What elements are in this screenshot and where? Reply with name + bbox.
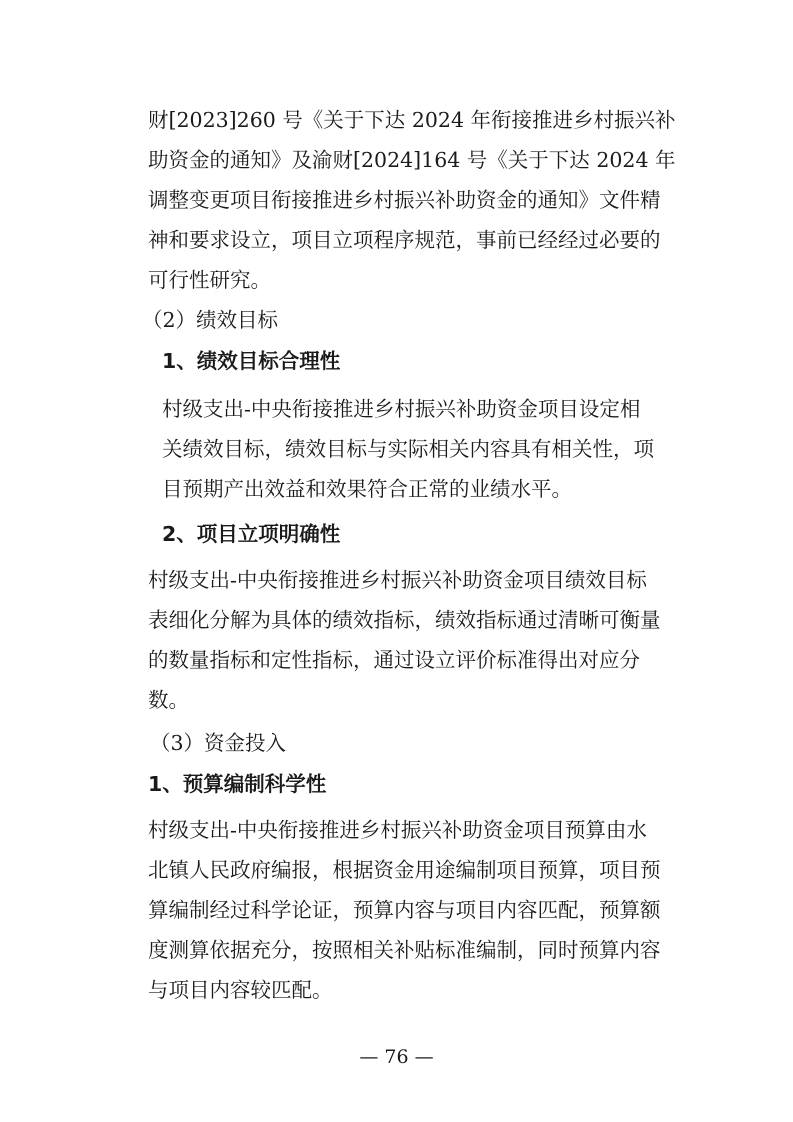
paragraph-line: 北镇人民政府编报，根据资金用途编制项目预算，项目预: [148, 858, 661, 882]
paragraph-line: 村级支出-中央衔接推进乡村振兴补助资金项目绩效目标: [148, 568, 647, 592]
paragraph-line: 目预期产出效益和效果符合正常的业绩水平。: [162, 477, 572, 501]
paragraph-line: 与项目内容较匹配。: [148, 978, 333, 1002]
section-heading: （3）资金投入: [150, 731, 287, 755]
paragraph-line: 数。: [148, 688, 189, 712]
page-number: — 76 —: [359, 1046, 434, 1068]
subsection-heading: 1、绩效目标合理性: [162, 349, 341, 373]
paragraph-line: 表细化分解为具体的绩效指标，绩效指标通过清晰可衡量: [148, 608, 661, 632]
paragraph-line: 村级支出-中央衔接推进乡村振兴补助资金项目设定相: [162, 397, 641, 421]
subsection-heading: 1、预算编制科学性: [148, 772, 327, 796]
paragraph-line: 助资金的通知》及渝财[2024]164 号《关于下达 2024 年: [148, 148, 676, 172]
paragraph-line: 可行性研究。: [148, 268, 271, 292]
section-heading: （2）绩效目标: [142, 308, 279, 332]
paragraph-line: 度测算依据充分，按照相关补贴标准编制，同时预算内容: [148, 938, 661, 962]
subsection-heading: 2、项目立项明确性: [162, 522, 341, 546]
paragraph-line: 财[2023]260 号《关于下达 2024 年衔接推进乡村振兴补: [148, 108, 676, 132]
paragraph-line: 神和要求设立，项目立项程序规范，事前已经经过必要的: [148, 228, 661, 252]
paragraph-line: 关绩效目标，绩效目标与实际相关内容具有相关性，项: [162, 437, 654, 461]
paragraph-line: 的数量指标和定性指标，通过设立评价标准得出对应分: [148, 648, 640, 672]
paragraph-line: 算编制经过科学论证，预算内容与项目内容匹配，预算额: [148, 898, 661, 922]
paragraph-line: 调整变更项目衔接推进乡村振兴补助资金的通知》文件精: [148, 188, 661, 212]
paragraph-line: 村级支出-中央衔接推进乡村振兴补助资金项目预算由水: [148, 818, 647, 842]
